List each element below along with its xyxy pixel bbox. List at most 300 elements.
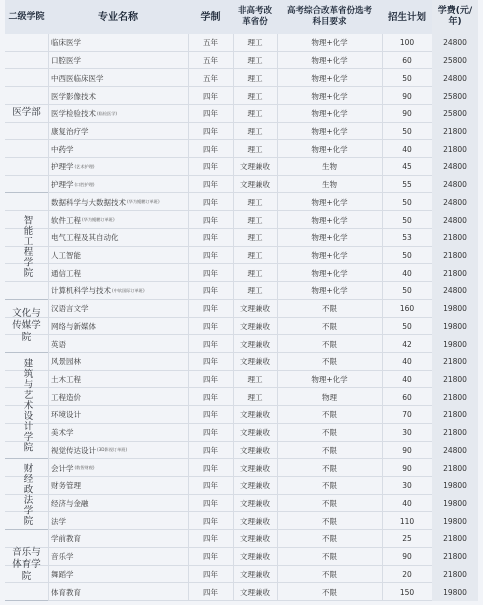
- reform-cell-text: 不限: [322, 357, 337, 367]
- non-reform-cell-text: 理工: [247, 268, 263, 278]
- fee-cell: [432, 388, 478, 406]
- college-group: [5, 34, 48, 193]
- major-cell-text: 口腔医学: [51, 56, 81, 66]
- fee-cell-text: 21800: [443, 144, 467, 154]
- reform-cell-text: 物理+化学: [311, 197, 348, 207]
- duration-cell-text: 四年: [203, 215, 218, 225]
- non-reform-cell-text: 理工: [247, 233, 263, 243]
- fee-cell-text: 24800: [443, 286, 467, 296]
- plan-cell: [382, 105, 432, 123]
- major-cell: [48, 424, 191, 442]
- plan-cell: [382, 193, 432, 211]
- major-cell: [48, 512, 191, 530]
- major-cell: [48, 229, 191, 247]
- major-note: (艺术护理): [74, 163, 95, 169]
- major-cell: [48, 140, 191, 158]
- plan-cell: [382, 583, 432, 601]
- major-cell-text: 中药学: [51, 144, 74, 154]
- major-cell-text: 通信工程: [51, 268, 81, 278]
- reform-cell: [277, 300, 382, 318]
- plan-cell-text: 25: [402, 534, 412, 544]
- duration-cell-text: 四年: [203, 250, 218, 260]
- plan-cell: [382, 52, 432, 70]
- reform-cell-text: 物理+化学: [311, 38, 348, 48]
- non-reform-cell-text: 理工: [247, 38, 263, 48]
- reform-cell: [277, 34, 382, 52]
- plan-cell-text: 50: [402, 73, 412, 83]
- table-row: [5, 69, 478, 87]
- non-reform-cell-text: 理工: [247, 250, 263, 260]
- non-reform-cell: [233, 548, 277, 566]
- reform-cell-text: 不限: [322, 321, 337, 331]
- duration-cell-text: 四年: [203, 286, 218, 296]
- reform-cell-text: 物理+化学: [311, 91, 348, 101]
- college-name: 文化与传媒学院: [12, 307, 41, 343]
- duration-cell: [188, 176, 233, 194]
- major-cell-text: 软件工程: [51, 215, 81, 225]
- major-cell-text: 数据科学与大数据技术: [51, 197, 126, 207]
- plan-cell-text: 55: [402, 180, 412, 190]
- major-cell: [48, 583, 191, 601]
- non-reform-cell: [233, 371, 277, 389]
- table-row: [5, 530, 478, 548]
- reform-cell: [277, 353, 382, 371]
- fee-cell: [432, 371, 478, 389]
- table-row: [5, 583, 478, 601]
- reform-cell: [277, 583, 382, 601]
- header-duration: 学制: [200, 11, 221, 23]
- non-reform-cell-text: 文理兼收: [240, 304, 270, 314]
- college-group: [5, 353, 48, 459]
- college-group: [5, 530, 48, 601]
- non-reform-cell: [233, 566, 277, 584]
- duration-cell: [188, 140, 233, 158]
- plan-cell-text: 50: [402, 250, 412, 260]
- non-reform-cell-text: 文理兼收: [240, 481, 270, 491]
- plan-cell-text: 150: [399, 587, 415, 597]
- duration-cell: [188, 123, 233, 141]
- non-reform-cell-text: 理工: [247, 375, 263, 385]
- header-plan: 招生计划: [387, 11, 426, 23]
- plan-cell-text: 40: [402, 357, 412, 367]
- reform-cell: [277, 388, 382, 406]
- major-cell: [48, 300, 191, 318]
- reform-cell-text: 不限: [322, 463, 337, 473]
- non-reform-cell-text: 理工: [247, 91, 263, 101]
- major-cell-text: 英语: [51, 339, 66, 349]
- major-cell: [48, 282, 191, 300]
- plan-cell: [382, 530, 432, 548]
- major-note: (中软国际订单班): [112, 287, 145, 293]
- college-name: 音乐与体育学院: [12, 547, 41, 583]
- reform-cell-text: 不限: [322, 552, 337, 562]
- college-name: 智能工程学院: [21, 214, 33, 278]
- plan-cell: [382, 211, 432, 229]
- non-reform-cell: [233, 193, 277, 211]
- non-reform-cell-text: 理工: [247, 392, 263, 402]
- fee-cell-text: 19800: [443, 587, 467, 597]
- plan-cell-text: 20: [402, 569, 412, 579]
- reform-cell: [277, 371, 382, 389]
- fee-cell-text: 21800: [443, 569, 467, 579]
- major-note: (华为鲲鹏订单班): [82, 217, 115, 223]
- major-cell: [48, 34, 191, 52]
- major-cell-text: 工程造价: [51, 392, 81, 402]
- duration-cell-text: 四年: [203, 91, 218, 101]
- duration-cell-text: 四年: [203, 499, 218, 509]
- plan-cell-text: 40: [402, 268, 412, 278]
- plan-cell-text: 60: [402, 392, 412, 402]
- non-reform-cell: [233, 176, 277, 194]
- major-cell-text: 临床医学: [51, 38, 81, 48]
- non-reform-cell: [233, 583, 277, 601]
- plan-cell: [382, 282, 432, 300]
- duration-cell-text: 四年: [203, 304, 218, 314]
- major-cell: [48, 459, 191, 477]
- major-cell-text: 护理学: [51, 180, 74, 190]
- major-cell: [48, 211, 191, 229]
- duration-cell-text: 五年: [203, 73, 218, 83]
- duration-cell-text: 四年: [203, 197, 218, 207]
- duration-cell: [188, 229, 233, 247]
- table-row: [5, 318, 478, 336]
- header-fee: 学费(元/年): [432, 0, 478, 34]
- fee-cell: [432, 158, 478, 176]
- reform-cell-text: 不限: [322, 445, 337, 455]
- fee-cell-text: 21800: [443, 463, 467, 473]
- reform-cell: [277, 69, 382, 87]
- plan-cell: [382, 388, 432, 406]
- non-reform-cell-text: 理工: [247, 197, 263, 207]
- duration-cell: [188, 548, 233, 566]
- fee-cell-text: 21800: [443, 552, 467, 562]
- reform-cell-text: 物理+化学: [311, 144, 348, 154]
- duration-cell-text: 四年: [203, 339, 218, 349]
- non-reform-cell: [233, 229, 277, 247]
- fee-cell: [432, 548, 478, 566]
- duration-cell: [188, 247, 233, 265]
- fee-cell-text: 24800: [443, 180, 467, 190]
- non-reform-cell: [233, 530, 277, 548]
- reform-cell: [277, 211, 382, 229]
- table-row: [5, 353, 478, 371]
- non-reform-cell-text: 理工: [247, 286, 263, 296]
- duration-cell-text: 四年: [203, 109, 218, 119]
- reform-cell-text: 不限: [322, 481, 337, 491]
- fee-cell-text: 19800: [443, 339, 467, 349]
- plan-cell-text: 160: [399, 304, 415, 314]
- reform-cell: [277, 566, 382, 584]
- duration-cell-text: 四年: [203, 516, 218, 526]
- plan-cell: [382, 477, 432, 495]
- fee-cell: [432, 566, 478, 584]
- major-cell: [48, 477, 191, 495]
- college-name: 医学部: [12, 107, 41, 119]
- table-row: [5, 300, 478, 318]
- duration-cell: [188, 477, 233, 495]
- fee-cell: [432, 477, 478, 495]
- plan-cell: [382, 87, 432, 105]
- non-reform-cell: [233, 318, 277, 336]
- non-reform-cell: [233, 264, 277, 282]
- fee-cell-text: 21800: [443, 534, 467, 544]
- non-reform-cell: [233, 477, 277, 495]
- major-cell: [48, 548, 191, 566]
- non-reform-cell-text: 文理兼收: [240, 499, 270, 509]
- reform-cell: [277, 52, 382, 70]
- major-cell-text: 体育教育: [51, 587, 81, 597]
- duration-cell: [188, 335, 233, 353]
- duration-cell-text: 四年: [203, 481, 218, 491]
- table-row: [5, 193, 478, 211]
- duration-cell-text: 四年: [203, 587, 218, 597]
- non-reform-cell: [233, 282, 277, 300]
- reform-cell-text: 不限: [322, 587, 337, 597]
- major-cell-text: 汉语言文学: [51, 304, 89, 314]
- duration-cell-text: 五年: [203, 56, 218, 66]
- major-cell-text: 护理学: [51, 162, 74, 172]
- duration-cell: [188, 193, 233, 211]
- duration-cell-text: 四年: [203, 445, 218, 455]
- reform-cell-text: 不限: [322, 516, 337, 526]
- duration-cell: [188, 512, 233, 530]
- non-reform-cell: [233, 123, 277, 141]
- duration-cell: [188, 495, 233, 513]
- fee-cell: [432, 87, 478, 105]
- table-row: [5, 87, 478, 105]
- table-row: [5, 442, 478, 460]
- duration-cell: [188, 388, 233, 406]
- plan-cell-text: 45: [402, 162, 412, 172]
- major-note: (数智财税): [74, 465, 95, 471]
- fee-cell-text: 24800: [443, 215, 467, 225]
- duration-cell-text: 四年: [203, 410, 218, 420]
- fee-cell-text: 24800: [443, 445, 467, 455]
- fee-cell: [432, 105, 478, 123]
- non-reform-cell: [233, 495, 277, 513]
- fee-cell-text: 19800: [443, 304, 467, 314]
- duration-cell-text: 四年: [203, 321, 218, 331]
- fee-cell: [432, 353, 478, 371]
- major-cell: [48, 193, 191, 211]
- plan-cell-text: 42: [402, 339, 412, 349]
- fee-cell: [432, 193, 478, 211]
- fee-cell: [432, 123, 478, 141]
- reform-cell: [277, 229, 382, 247]
- non-reform-cell-text: 理工: [247, 144, 263, 154]
- plan-cell: [382, 158, 432, 176]
- major-cell: [48, 52, 191, 70]
- fee-cell-text: 19800: [443, 516, 467, 526]
- major-cell: [48, 335, 191, 353]
- non-reform-cell: [233, 105, 277, 123]
- non-reform-cell: [233, 158, 277, 176]
- plan-cell: [382, 512, 432, 530]
- duration-cell: [188, 406, 233, 424]
- table-row: [5, 264, 478, 282]
- duration-cell: [188, 69, 233, 87]
- duration-cell: [188, 300, 233, 318]
- reform-cell: [277, 530, 382, 548]
- major-note: (3D影视订单班): [97, 447, 128, 453]
- duration-cell: [188, 442, 233, 460]
- table-row: [5, 477, 478, 495]
- plan-cell-text: 90: [402, 91, 412, 101]
- plan-cell-text: 50: [402, 126, 412, 136]
- plan-cell: [382, 34, 432, 52]
- reform-cell-text: 物理+化学: [311, 286, 348, 296]
- major-cell: [48, 158, 191, 176]
- fee-cell-text: 21800: [443, 357, 467, 367]
- plan-cell: [382, 140, 432, 158]
- fee-cell-text: 21800: [443, 250, 467, 260]
- college-name: 建筑与艺术设计学院: [21, 358, 33, 453]
- admissions-table-body: [5, 34, 478, 601]
- reform-cell: [277, 318, 382, 336]
- non-reform-cell: [233, 52, 277, 70]
- major-cell-text: 计算机科学与技术: [51, 286, 111, 296]
- reform-cell-text: 不限: [322, 499, 337, 509]
- duration-cell-text: 五年: [203, 38, 218, 48]
- reform-cell: [277, 87, 382, 105]
- duration-cell-text: 四年: [203, 569, 218, 579]
- plan-cell-text: 40: [402, 375, 412, 385]
- plan-cell: [382, 566, 432, 584]
- plan-cell: [382, 353, 432, 371]
- plan-cell-text: 50: [402, 321, 412, 331]
- plan-cell-text: 90: [402, 109, 412, 119]
- non-reform-cell-text: 文理兼收: [240, 552, 270, 562]
- major-cell: [48, 442, 191, 460]
- reform-cell: [277, 282, 382, 300]
- major-cell: [48, 264, 191, 282]
- non-reform-cell-text: 文理兼收: [240, 569, 270, 579]
- major-cell-text: 美术学: [51, 428, 74, 438]
- fee-cell-text: 21800: [443, 428, 467, 438]
- non-reform-cell-text: 理工: [247, 56, 263, 66]
- table-row: [5, 495, 478, 513]
- non-reform-cell-text: 文理兼收: [240, 534, 270, 544]
- non-reform-cell-text: 理工: [247, 73, 263, 83]
- non-reform-cell-text: 文理兼收: [240, 162, 270, 172]
- major-cell-text: 风景园林: [51, 357, 81, 367]
- non-reform-cell-text: 文理兼收: [240, 180, 270, 190]
- non-reform-cell-text: 文理兼收: [240, 339, 270, 349]
- fee-cell-text: 19800: [443, 499, 467, 509]
- reform-cell: [277, 140, 382, 158]
- fee-cell-text: 21800: [443, 233, 467, 243]
- reform-cell-text: 物理+化学: [311, 126, 348, 136]
- major-cell: [48, 247, 191, 265]
- major-cell: [48, 388, 191, 406]
- plan-cell: [382, 176, 432, 194]
- major-cell: [48, 176, 191, 194]
- header-reform: 高考综合改革省份选考科目要求: [287, 6, 373, 27]
- fee-cell: [432, 512, 478, 530]
- plan-cell: [382, 495, 432, 513]
- major-cell-text: 舞蹈学: [51, 569, 74, 579]
- fee-cell: [432, 335, 478, 353]
- fee-cell-text: 21800: [443, 410, 467, 420]
- fee-cell: [432, 34, 478, 52]
- header-college: 二级学院: [8, 11, 45, 22]
- reform-cell: [277, 495, 382, 513]
- major-cell-text: 人工智能: [51, 250, 81, 260]
- duration-cell-text: 四年: [203, 392, 218, 402]
- reform-cell: [277, 442, 382, 460]
- non-reform-cell: [233, 388, 277, 406]
- fee-cell: [432, 69, 478, 87]
- fee-cell: [432, 140, 478, 158]
- duration-cell-text: 四年: [203, 375, 218, 385]
- plan-cell-text: 53: [402, 233, 412, 243]
- plan-cell-text: 30: [402, 481, 412, 491]
- college-name: 财经政法学院: [21, 462, 33, 526]
- table-row: [5, 371, 478, 389]
- table-row: [5, 52, 478, 70]
- duration-cell-text: 四年: [203, 268, 218, 278]
- fee-cell: [432, 406, 478, 424]
- non-reform-cell: [233, 353, 277, 371]
- fee-cell: [432, 247, 478, 265]
- table-row: [5, 247, 478, 265]
- non-reform-cell: [233, 247, 277, 265]
- non-reform-cell: [233, 34, 277, 52]
- plan-cell: [382, 300, 432, 318]
- table-row: [5, 512, 478, 530]
- plan-cell: [382, 264, 432, 282]
- major-cell-text: 中西医临床医学: [51, 73, 104, 83]
- duration-cell-text: 四年: [203, 428, 218, 438]
- reform-cell: [277, 105, 382, 123]
- duration-cell: [188, 282, 233, 300]
- non-reform-cell: [233, 211, 277, 229]
- reform-cell-text: 不限: [322, 339, 337, 349]
- table-row: [5, 388, 478, 406]
- fee-cell: [432, 176, 478, 194]
- major-cell: [48, 566, 191, 584]
- reform-cell-text: 生物: [322, 162, 337, 172]
- plan-cell-text: 70: [402, 410, 412, 420]
- header-non-reform: 非高考改革省份: [237, 6, 272, 27]
- fee-cell: [432, 300, 478, 318]
- major-cell-text: 音乐学: [51, 552, 74, 562]
- fee-cell-text: 21800: [443, 375, 467, 385]
- fee-cell: [432, 282, 478, 300]
- reform-cell: [277, 406, 382, 424]
- plan-cell: [382, 318, 432, 336]
- major-cell-text: 经济与金融: [51, 499, 89, 509]
- duration-cell-text: 四年: [203, 180, 218, 190]
- fee-cell-text: 24800: [443, 38, 467, 48]
- plan-cell: [382, 371, 432, 389]
- non-reform-cell: [233, 512, 277, 530]
- plan-cell-text: 50: [402, 286, 412, 296]
- major-cell: [48, 530, 191, 548]
- duration-cell: [188, 459, 233, 477]
- reform-cell-text: 不限: [322, 569, 337, 579]
- major-cell-text: 医学检验技术: [51, 109, 96, 119]
- duration-cell: [188, 566, 233, 584]
- fee-cell: [432, 495, 478, 513]
- reform-cell-text: 不限: [322, 534, 337, 544]
- non-reform-cell: [233, 140, 277, 158]
- reform-cell: [277, 176, 382, 194]
- reform-cell-text: 不限: [322, 410, 337, 420]
- duration-cell: [188, 583, 233, 601]
- reform-cell-text: 生物: [322, 180, 337, 190]
- fee-cell-text: 25800: [443, 56, 467, 66]
